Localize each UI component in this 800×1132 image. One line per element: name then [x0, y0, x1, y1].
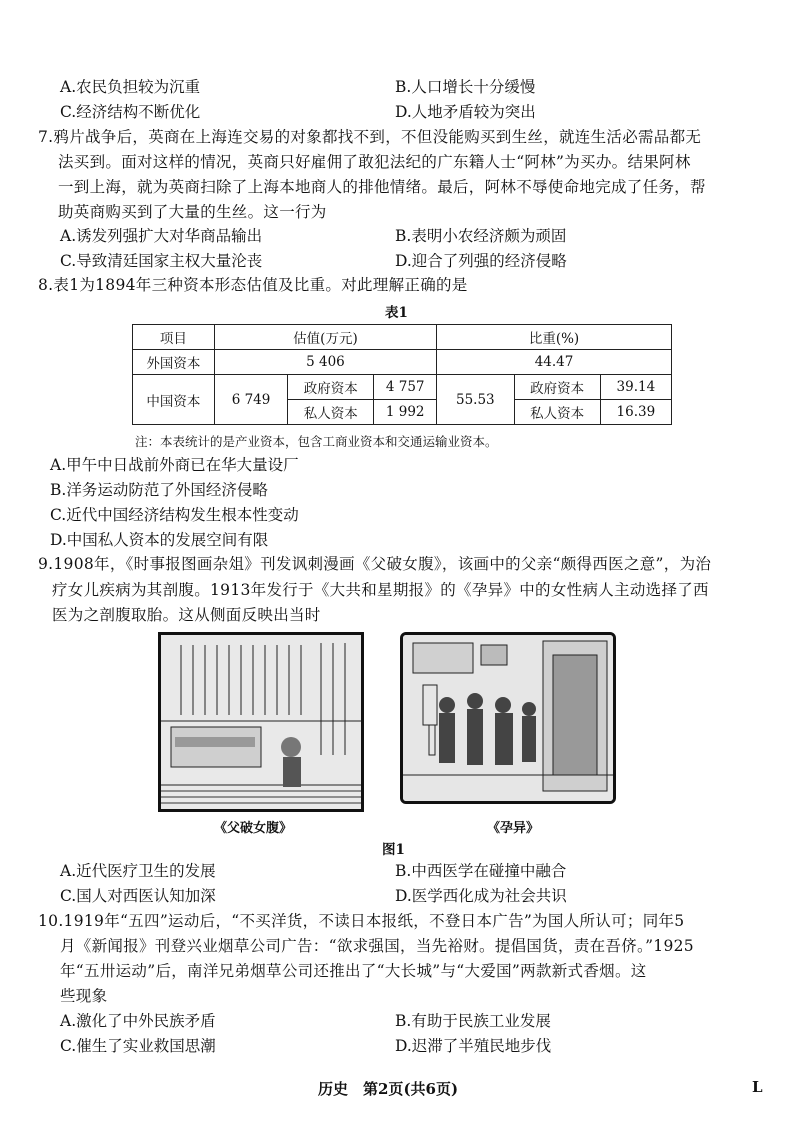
page-footer: 历史 第2页(共6页): [318, 1080, 459, 1098]
private-value: 1 992: [374, 400, 437, 425]
table-row-gov: [133, 375, 672, 400]
table-row-foreign: [133, 350, 672, 375]
cartoon-strange-pregnancy: [400, 632, 616, 804]
china-ratio: 55.53: [437, 375, 515, 425]
q10-stem-line-2: 月《新闻报》刊登兴业烟草公司广告：“欲求强国，当先裕财。提倡国货，责在吾侪。”1925: [60, 937, 694, 955]
q8-option-b: B.洋务运动防范了外国经济侵略: [50, 481, 268, 499]
q6-option-b: B.人口增长十分缓慢: [395, 78, 536, 96]
private-label: 私人资本: [288, 400, 374, 425]
gov-ratio: 39.14: [600, 375, 671, 400]
china-value: 6 749: [214, 375, 287, 425]
header-value: 估值(万元): [214, 325, 436, 350]
private-ratio-label: 私人资本: [514, 400, 600, 425]
foreign-label: 外国资本: [133, 350, 215, 375]
capital-table: [132, 324, 672, 425]
q10-option-b: B.有助于民族工业发展: [395, 1012, 551, 1030]
private-ratio: 16.39: [600, 400, 671, 425]
foreign-value: 5 406: [214, 350, 436, 375]
q8-option-d: D.中国私人资本的发展空间有限: [50, 531, 269, 549]
q7-option-a: A.诱发列强扩大对华商品输出: [60, 227, 263, 245]
q6-option-d: D.人地矛盾较为突出: [395, 103, 536, 121]
q10-option-a: A.激化了中外民族矛盾: [60, 1012, 216, 1030]
q8-option-c: C.近代中国经济结构发生根本性变动: [50, 506, 299, 524]
q10-stem-line-4: 些现象: [60, 987, 108, 1005]
q7-stem-line-2: 法买到。面对这样的情况，英商只好雇佣了敢犯法纪的广东籍人士“阿林”为买办。结果阿林: [58, 153, 691, 171]
q9-option-c: C.国人对西医认知加深: [60, 887, 216, 905]
q7-stem-line-3: 一到上海，就为英商扫除了上海本地商人的排他情绪。最后，阿林不辱使命地完成了任务，帮: [58, 178, 706, 196]
q10-option-d: D.迟滞了半殖民地步伐: [395, 1037, 552, 1055]
q9-stem-line-3: 医为之剖腹取胎。这从侧面反映出当时: [52, 606, 321, 624]
fig-right-label: 《孕异》: [487, 821, 540, 836]
q8-option-a: A.甲午中日战前外商已在华大量设厂: [50, 456, 299, 474]
table-note: 注：本表统计的是产业资本，包含工商业资本和交通运输业资本。: [135, 434, 498, 449]
cartoon-right-illustration: [403, 635, 613, 801]
q7-option-d: D.迎合了列强的经济侵略: [395, 252, 567, 270]
q9-option-b: B.中西医学在碰撞中融合: [395, 862, 567, 880]
q10-stem-line-3: 年“五卅运动”后，南洋兄弟烟草公司还推出了“大长城”与“大爱国”两款新式香烟。这: [60, 962, 647, 980]
header-ratio: 比重(%): [437, 325, 672, 350]
table-caption: 表1: [385, 305, 408, 321]
header-item: 项目: [133, 325, 215, 350]
q9-stem-line-2: 疗女儿疾病为其剖腹。1913年发行于《大共和星期报》的《孕异》中的女性病人主动选择了西: [52, 581, 709, 599]
q9-option-a: A.近代医疗卫生的发展: [60, 862, 216, 880]
cartoon-father-breaks-daughter: [158, 632, 364, 812]
q10-option-c: C.催生了实业救国思潮: [60, 1037, 216, 1055]
gov-label: 政府资本: [288, 375, 374, 400]
fig-left-label: 《父破女腹》: [214, 821, 293, 836]
q9-option-d: D.医学西化成为社会共识: [395, 887, 567, 905]
q7-stem-line-1: 7.鸦片战争后，英商在上海连交易的对象都找不到，不但没能购买到生丝，就连生活必需品都无: [38, 128, 702, 146]
gov-ratio-label: 政府资本: [514, 375, 600, 400]
foreign-ratio: 44.47: [437, 350, 672, 375]
q7-option-b: B.表明小农经济颇为顽固: [395, 227, 567, 245]
q7-option-c: C.导致清廷国家主权大量沦丧: [60, 252, 263, 270]
q9-stem-line-1: 9.1908年，《时事报图画杂俎》刊发讽刺漫画《父破女腹》，该画中的父亲“颇得西医之意”，为治: [38, 555, 712, 573]
q10-stem-line-1: 10.1919年“五四”运动后，“不买洋货，不读日本报纸，不登日本广告”为国人所认可；同年5: [38, 912, 685, 930]
q6-option-a: A.农民负担较为沉重: [60, 78, 201, 96]
gov-value: 4 757: [374, 375, 437, 400]
q7-stem-line-4: 助英商购买到了大量的生丝。这一行为: [58, 203, 327, 221]
page-corner-mark: L: [752, 1078, 763, 1096]
cartoon-left-illustration: [161, 635, 361, 809]
q6-option-c: C.经济结构不断优化: [60, 103, 201, 121]
q8-stem: 8.表1为1894年三种资本形态估值及比重。对此理解正确的是: [38, 276, 468, 294]
figure-caption: 图1: [382, 842, 405, 858]
china-label: 中国资本: [133, 375, 215, 425]
table-header-row: [133, 325, 672, 350]
